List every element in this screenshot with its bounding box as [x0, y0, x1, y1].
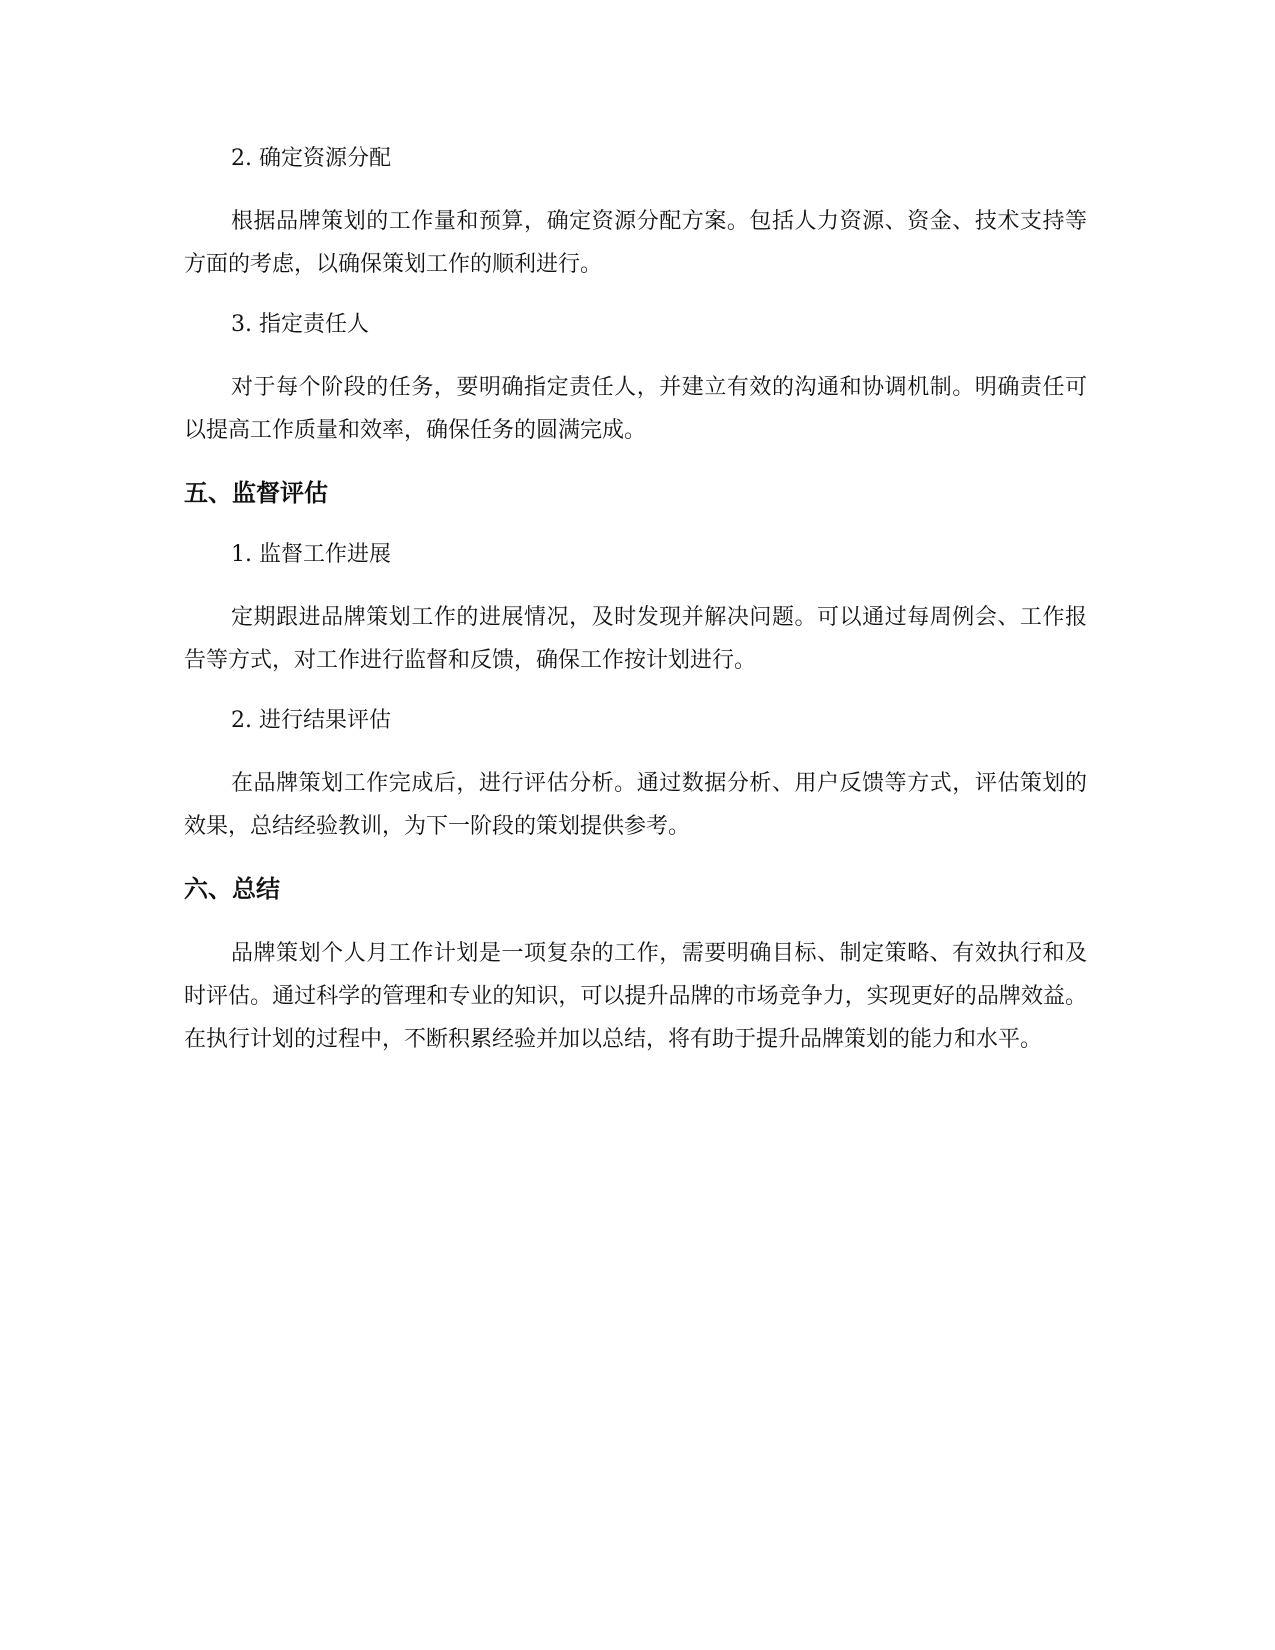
item-title-monitor-progress: 1. 监督工作进展 — [231, 542, 391, 567]
section-heading-supervision: 五、监督评估 — [184, 479, 328, 507]
paragraph-summary: 品牌策划个人月工作计划是一项复杂的工作，需要明确目标、制定策略、有效执行和及时评估。通过科学的管理和专业的知识，可以提升品牌的市场竞争力，实现更好的品牌效益。在执行计划的过程中，不断积累经验并加以总结，将有助于提升品牌策划的能力和水平。 — [184, 941, 1087, 1052]
document-page — [184, 140, 1087, 1061]
item-title-resource-allocation: 2. 确定资源分配 — [231, 146, 391, 171]
paragraph-result-evaluation: 在品牌策划工作完成后，进行评估分析。通过数据分析、用户反馈等方式，评估策划的效果，总结经验教训，为下一阶段的策划提供参考。 — [184, 771, 1087, 839]
paragraph-assign-owner: 对于每个阶段的任务，要明确指定责任人，并建立有效的沟通和协调机制。明确责任可以提高工作质量和效率，确保任务的圆满完成。 — [184, 375, 1087, 443]
section-heading-summary: 六、总结 — [184, 875, 280, 903]
paragraph-resource-allocation: 根据品牌策划的工作量和预算，确定资源分配方案。包括人力资源、资金、技术支持等方面的考虑，以确保策划工作的顺利进行。 — [184, 209, 1087, 277]
item-title-result-evaluation: 2. 进行结果评估 — [231, 708, 391, 733]
item-title-assign-owner: 3. 指定责任人 — [231, 312, 369, 337]
paragraph-monitor-progress: 定期跟进品牌策划工作的进展情况，及时发现并解决问题。可以通过每周例会、工作报告等方式，对工作进行监督和反馈，确保工作按计划进行。 — [184, 605, 1087, 673]
